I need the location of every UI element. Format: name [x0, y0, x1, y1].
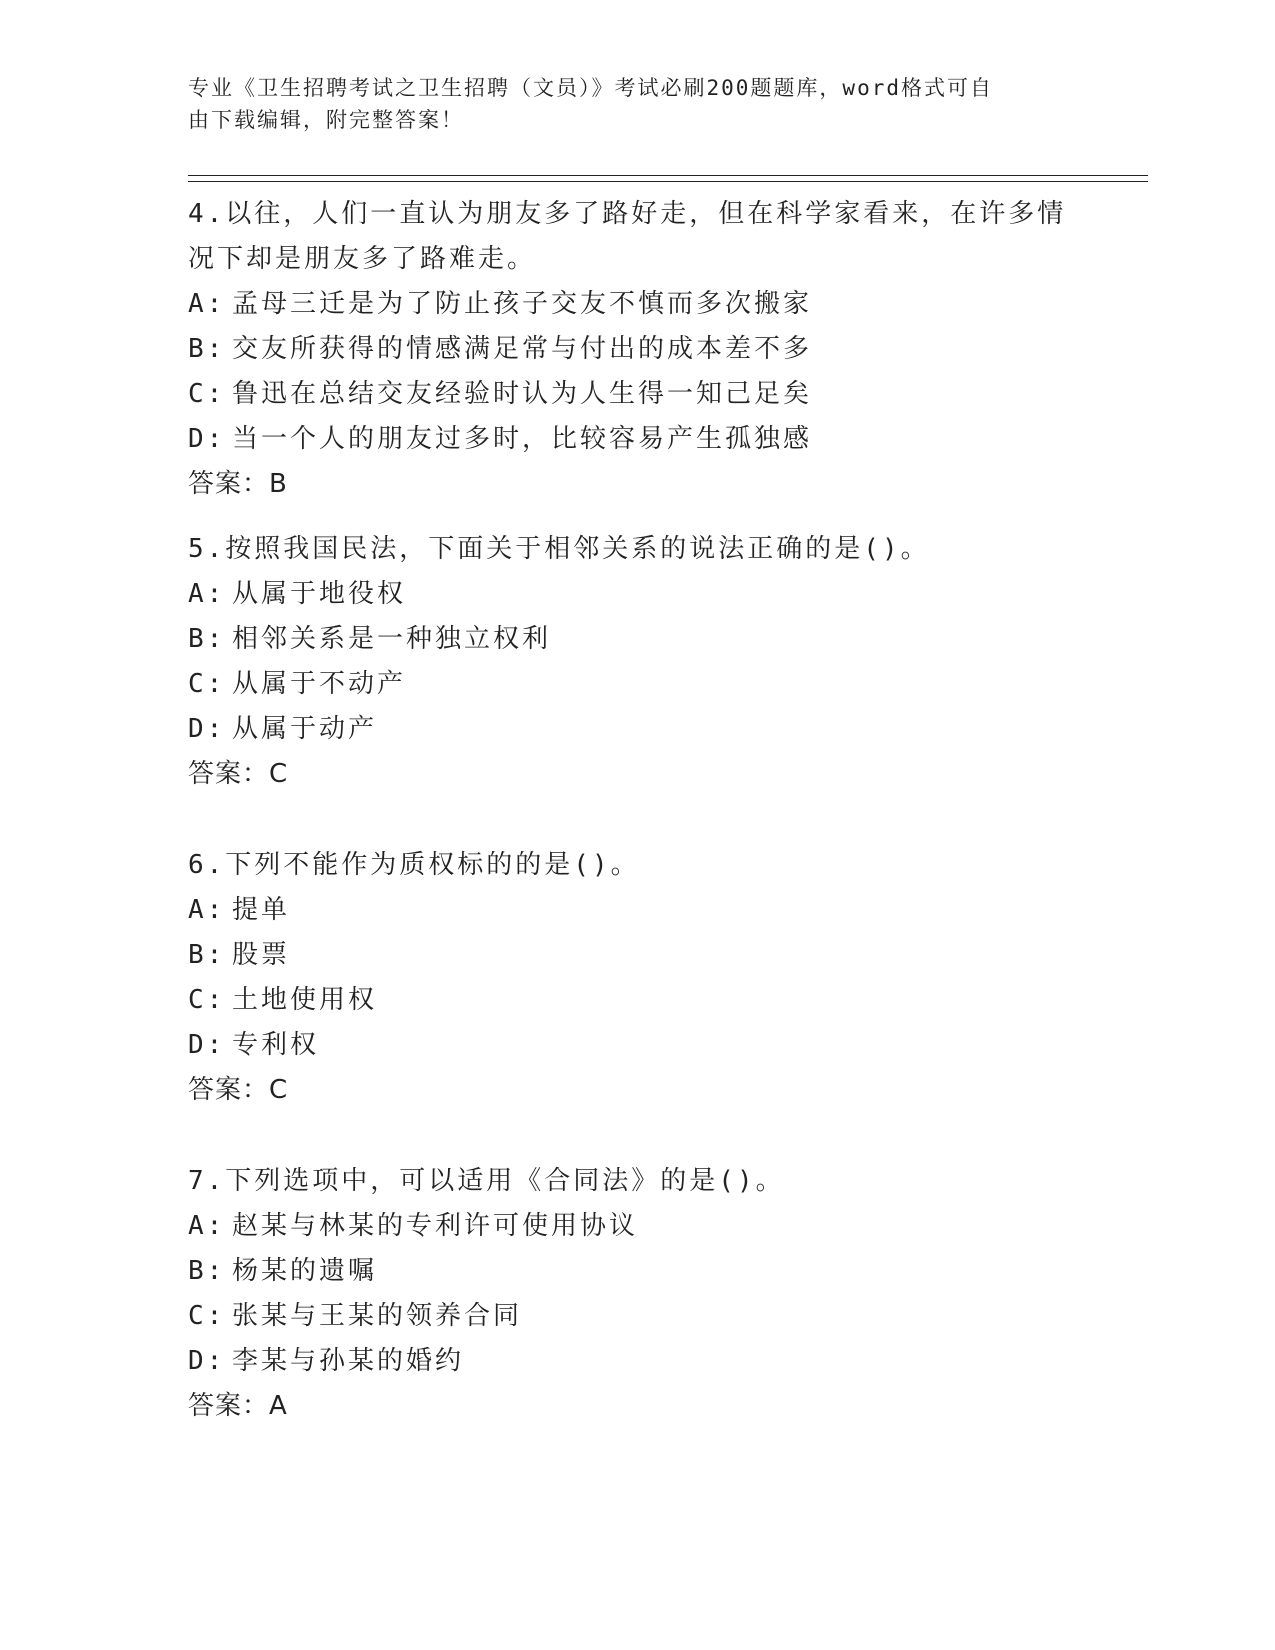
option-key: C: — [188, 379, 226, 409]
answer: 答案：C — [188, 1075, 289, 1105]
option-text: 张某与王某的领养合同 — [232, 1301, 523, 1331]
option-text: 李某与孙某的婚约 — [232, 1346, 465, 1376]
option-key: C: — [188, 985, 226, 1015]
option-d — [188, 417, 1088, 462]
option-key: B: — [188, 624, 226, 654]
option-key: D: — [188, 424, 226, 454]
option-text: 提单 — [232, 895, 291, 925]
option-text: 当一个人的朋友过多时，比较容易产生孤独感 — [232, 424, 813, 454]
option-key: C: — [188, 669, 226, 699]
option-c — [188, 662, 1088, 707]
option-a — [188, 888, 1088, 933]
option-text: 杨某的遗嘱 — [232, 1256, 378, 1286]
question-stem-continued: 况下却是朋友多了路难走。 — [188, 244, 537, 274]
option-key: B: — [188, 940, 226, 970]
question-5 — [188, 527, 1088, 797]
option-key: B: — [188, 334, 226, 364]
option-b — [188, 933, 1088, 978]
option-text: 孟母三迁是为了防止孩子交友不慎而多次搬家 — [232, 289, 813, 319]
option-text: 赵某与林某的专利许可使用协议 — [232, 1211, 639, 1241]
header-divider-top — [188, 175, 1148, 176]
question-stem: 7.下列选项中，可以适用《合同法》的是()。 — [188, 1166, 785, 1196]
answer: 答案：A — [188, 1391, 288, 1421]
option-a — [188, 572, 1088, 617]
option-d — [188, 1339, 1088, 1384]
option-a — [188, 282, 1088, 327]
header-divider-bottom — [188, 181, 1148, 182]
option-text: 交友所获得的情感满足常与付出的成本差不多 — [232, 334, 813, 364]
option-key: D: — [188, 1346, 226, 1376]
header-line-1: 专业《卫生招聘考试之卫生招聘（文员）》考试必刷200题题库，word格式可自 — [188, 76, 993, 100]
question-6 — [188, 843, 1088, 1113]
option-text: 从属于地役权 — [232, 579, 407, 609]
option-key: A: — [188, 579, 226, 609]
option-c — [188, 1294, 1088, 1339]
option-key: D: — [188, 1030, 226, 1060]
option-a — [188, 1204, 1088, 1249]
option-text: 专利权 — [232, 1030, 320, 1060]
option-c — [188, 978, 1088, 1023]
question-stem: 5.按照我国民法，下面关于相邻关系的说法正确的是()。 — [188, 534, 930, 564]
option-b — [188, 1249, 1088, 1294]
option-key: A: — [188, 895, 226, 925]
answer: 答案：B — [188, 469, 288, 499]
option-key: B: — [188, 1256, 226, 1286]
option-b — [188, 617, 1088, 662]
answer: 答案：C — [188, 759, 289, 789]
option-text: 相邻关系是一种独立权利 — [232, 624, 552, 654]
option-text: 从属于不动产 — [232, 669, 407, 699]
header-line-2: 由下载编辑，附完整答案！ — [188, 108, 464, 132]
question-7 — [188, 1159, 1088, 1429]
option-c — [188, 372, 1088, 417]
document-header — [188, 72, 1068, 136]
option-text: 土地使用权 — [232, 985, 378, 1015]
option-text: 鲁迅在总结交友经验时认为人生得一知己足矣 — [232, 379, 813, 409]
option-d — [188, 1023, 1088, 1068]
option-b — [188, 327, 1088, 372]
question-4 — [188, 192, 1088, 507]
question-stem: 4.以往，人们一直认为朋友多了路好走，但在科学家看来，在许多情 — [188, 199, 1067, 229]
option-key: D: — [188, 714, 226, 744]
option-text: 股票 — [232, 940, 291, 970]
option-key: A: — [188, 1211, 226, 1241]
option-key: C: — [188, 1301, 226, 1331]
option-text: 从属于动产 — [232, 714, 378, 744]
option-key: A: — [188, 289, 226, 319]
option-d — [188, 707, 1088, 752]
question-stem: 6.下列不能作为质权标的的是()。 — [188, 850, 640, 880]
